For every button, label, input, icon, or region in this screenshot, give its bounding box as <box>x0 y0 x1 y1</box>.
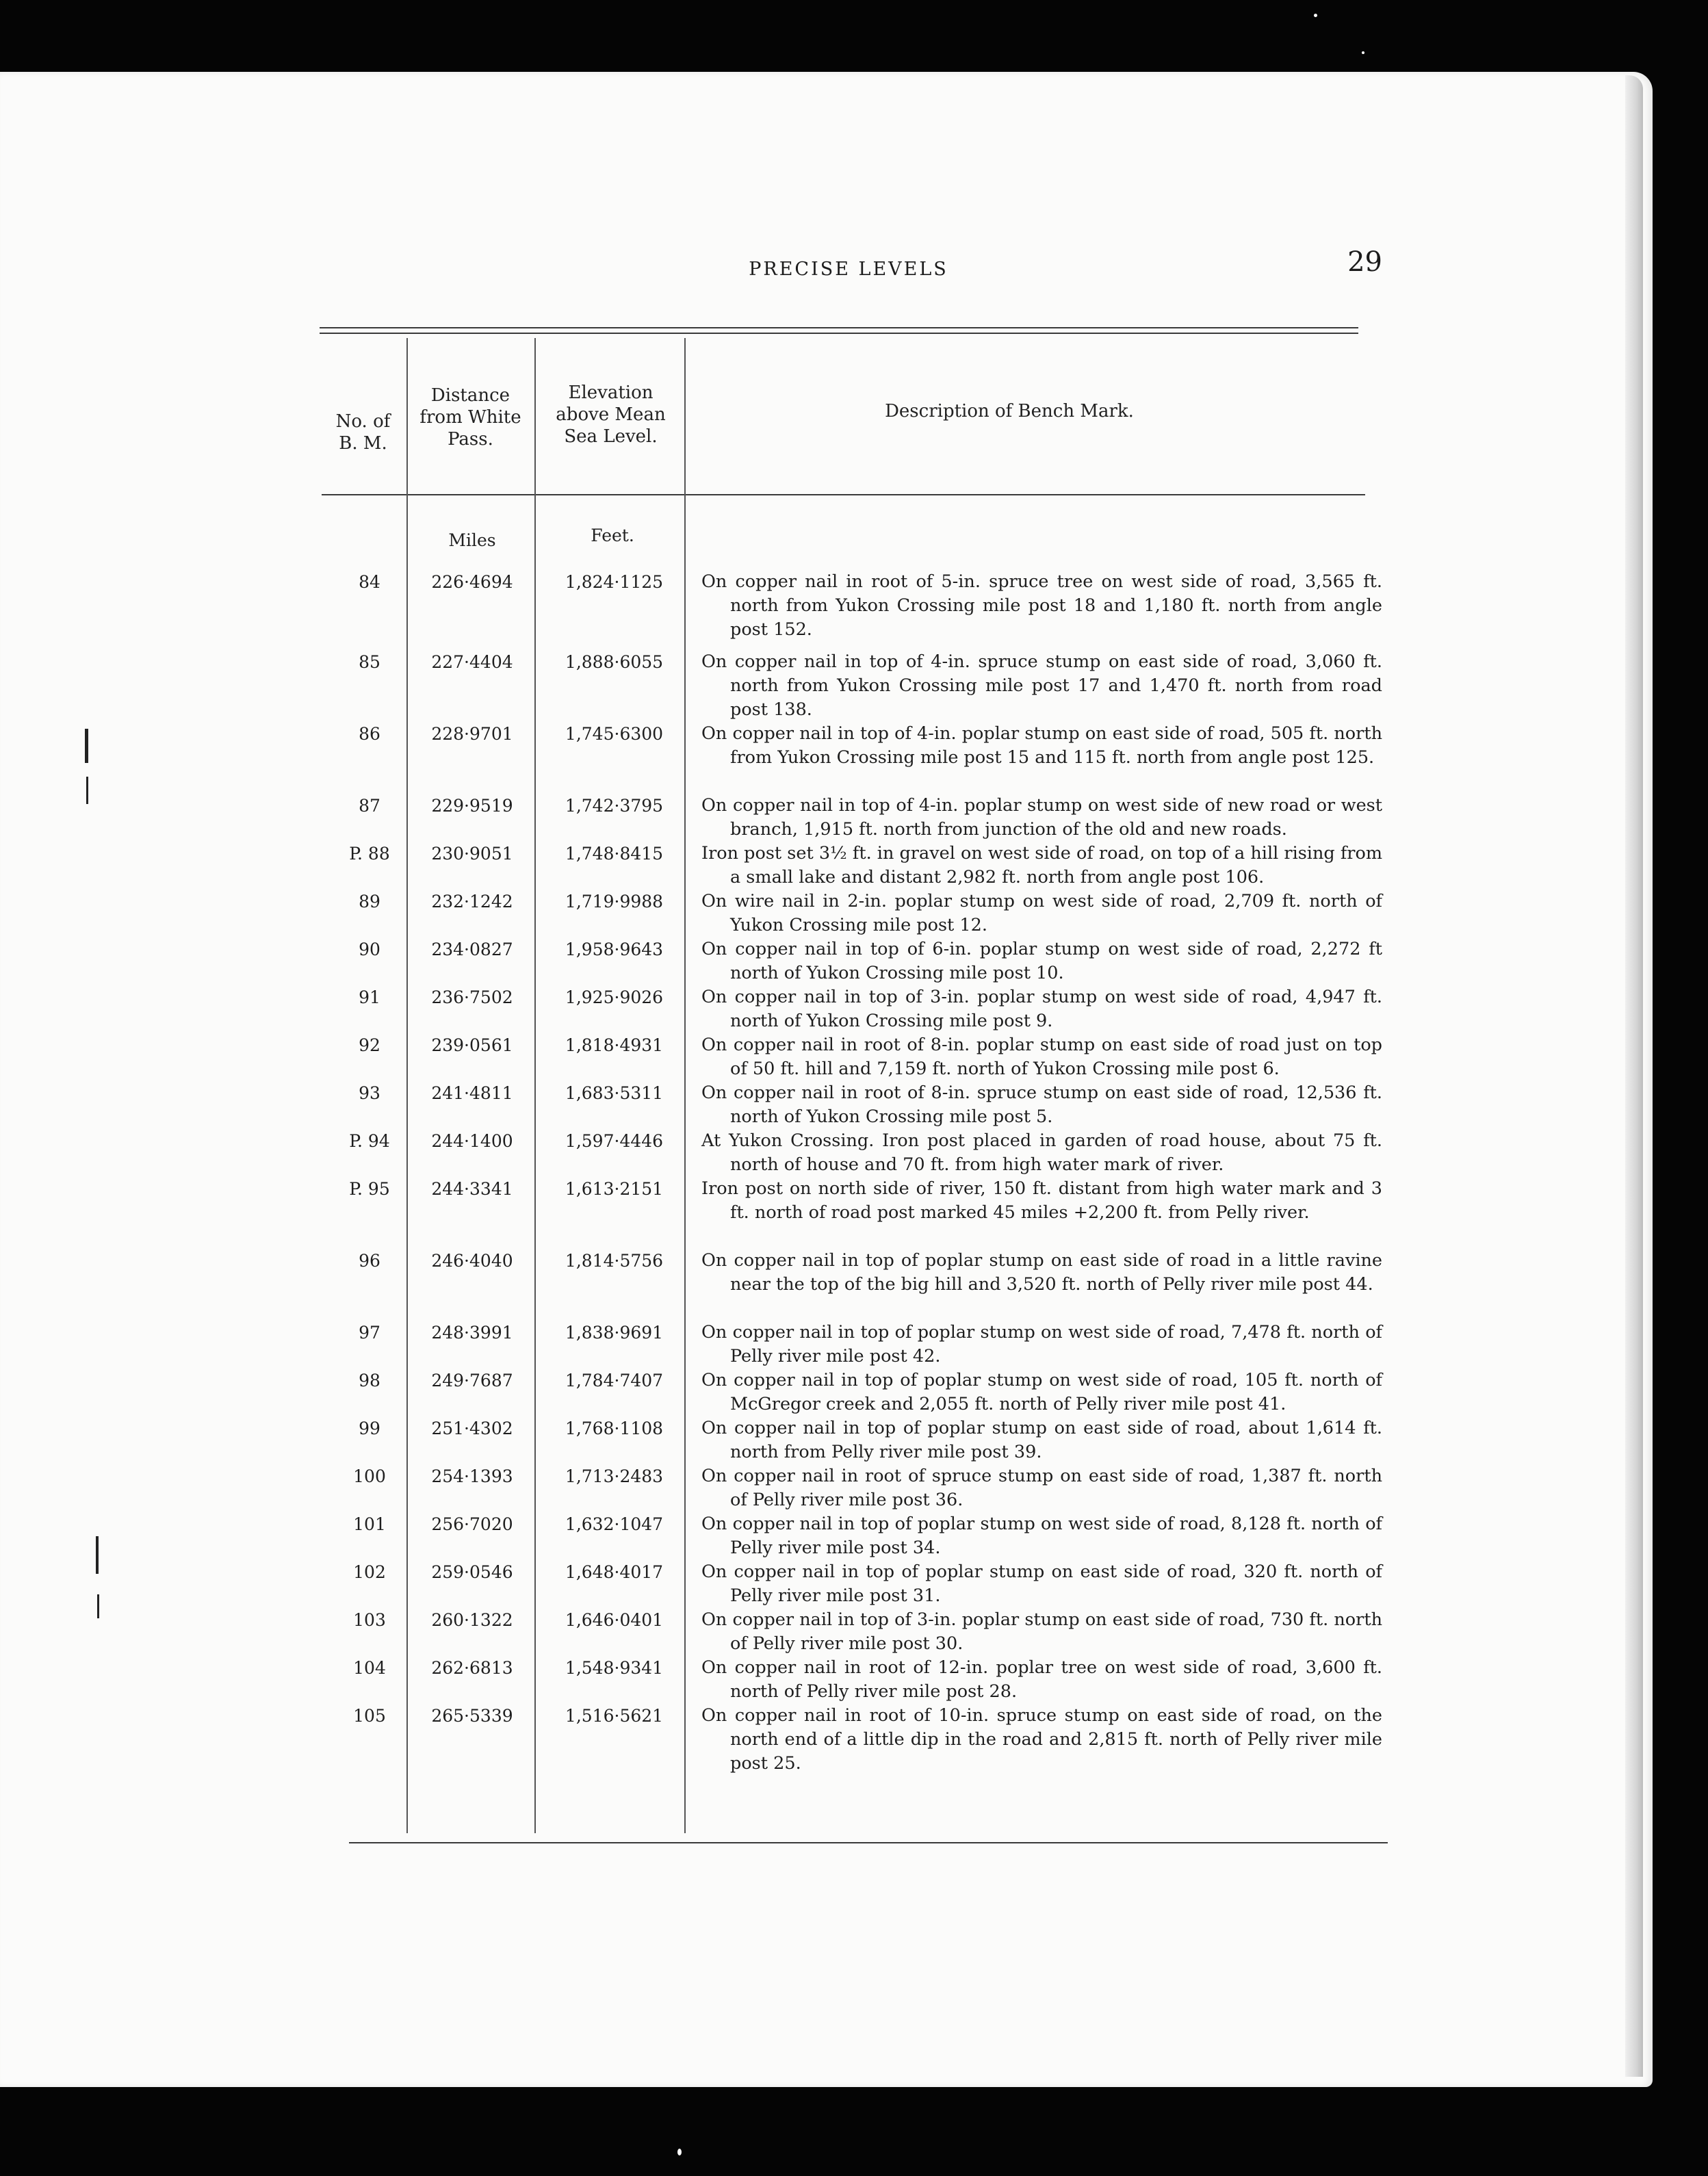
bench-mark-description: On copper nail in top of 4-in. poplar stump on west side of new road or west branch, 1,915 ft. north from junction of the old and new roads. <box>701 795 1382 840</box>
elevation-feet: 1,768·1108 <box>565 1419 664 1438</box>
bench-mark-description: On copper nail in root of 8-in. spruce stump on east side of road, 12,536 ft. north of Yukon Crossing mile post 5. <box>701 1083 1382 1127</box>
elevation-feet: 1,958·9643 <box>565 940 664 959</box>
elevation-feet: 1,824·1125 <box>565 572 664 592</box>
distance-miles: 234·0827 <box>431 940 513 959</box>
elevation-feet: 1,632·1047 <box>565 1514 664 1534</box>
elevation-feet: 1,683·5311 <box>565 1083 664 1103</box>
binding-mark <box>96 1536 99 1574</box>
distance-miles: 244·1400 <box>431 1131 513 1151</box>
binding-mark <box>97 1594 99 1618</box>
bench-mark-description: On copper nail in top of 3-in. poplar stump on east side of road, 730 ft. north of Pelly river mile post 30. <box>701 1609 1382 1654</box>
bench-mark-description: On copper nail in root of 12-in. poplar tree on west side of road, 3,600 ft. north of Pelly river mile post 28. <box>701 1657 1382 1702</box>
table-bottom-rule <box>349 1842 1388 1843</box>
bench-mark-description: On copper nail in top of 6-in. poplar stump on west side of road, 2,272 ft north of Yukon Crossing mile post 10. <box>701 939 1382 983</box>
distance-miles: 226·4694 <box>431 572 513 592</box>
elevation-feet: 1,516·5621 <box>565 1706 664 1726</box>
distance-miles: 260·1322 <box>431 1610 513 1630</box>
bench-mark-description: On copper nail in top of poplar stump on east side of road, 320 ft. north of Pelly river mile post 31. <box>701 1562 1382 1606</box>
bench-mark-number: P. 88 <box>349 844 390 864</box>
distance-miles: 236·7502 <box>431 987 513 1007</box>
bench-mark-number: 84 <box>359 572 380 592</box>
column-header-elevation: Elevation above Mean Sea Level. <box>556 383 666 447</box>
bench-mark-description: On copper nail in root of 5-in. spruce tree on west side of road, 3,565 ft. north from Yukon Crossing mile post 18 and 1,180 ft. north from angle post 152. <box>701 571 1382 640</box>
elevation-feet: 1,713·2483 <box>565 1466 664 1486</box>
bench-mark-description: Iron post set 3½ ft. in gravel on west side of road, on top of a hill rising from a small lake and distant 2,982 ft. north from angle post 106. <box>701 843 1382 888</box>
elevation-feet: 1,648·4017 <box>565 1562 664 1582</box>
bench-mark-number: 100 <box>353 1466 386 1486</box>
bench-mark-number: 105 <box>353 1706 386 1726</box>
distance-miles: 246·4040 <box>431 1251 513 1271</box>
distance-miles: 251·4302 <box>431 1419 513 1438</box>
bench-mark-number: 89 <box>359 892 380 911</box>
table-top-rule <box>320 333 1358 334</box>
elevation-feet: 1,748·8415 <box>565 844 664 864</box>
running-head: PRECISE LEVELS <box>749 259 948 280</box>
elevation-feet: 1,925·9026 <box>565 987 664 1007</box>
bench-mark-description: On copper nail in top of poplar stump on east side of road, about 1,614 ft. north from Pelly river mile post 39. <box>701 1418 1382 1462</box>
bench-mark-description: On copper nail in root of spruce stump on east side of road, 1,387 ft. north of Pelly river mile post 36. <box>701 1466 1382 1510</box>
bench-mark-description: On copper nail in top of 4-in. spruce stump on east side of road, 3,060 ft. north from Yukon Crossing mile post 17 and 1,470 ft. north from road post 138. <box>701 651 1382 720</box>
bench-mark-number: 91 <box>359 987 380 1007</box>
scan-speck <box>1314 14 1317 17</box>
distance-miles: 254·1393 <box>431 1466 513 1486</box>
distance-miles: 256·7020 <box>431 1514 513 1534</box>
bench-mark-description: On wire nail in 2-in. poplar stump on west side of road, 2,709 ft. north of Yukon Crossing mile post 12. <box>701 891 1382 935</box>
bench-mark-number: 92 <box>359 1035 380 1055</box>
elevation-feet: 1,838·9691 <box>565 1323 664 1343</box>
bench-mark-number: 101 <box>353 1514 386 1534</box>
distance-miles: 228·9701 <box>431 724 513 744</box>
bench-mark-description: On copper nail in top of 3-in. poplar stump on west side of road, 4,947 ft. north of Yukon Crossing mile post 9. <box>701 987 1382 1031</box>
elevation-feet: 1,742·3795 <box>565 796 664 816</box>
bench-mark-number: 96 <box>359 1251 380 1271</box>
bench-mark-number: 86 <box>359 724 380 744</box>
bench-mark-description: At Yukon Crossing. Iron post placed in garden of road house, about 75 ft. north of house and 70 ft. from high water mark of river. <box>701 1130 1382 1175</box>
elevation-feet: 1,719·9988 <box>565 892 664 911</box>
distance-miles: 262·6813 <box>431 1658 513 1678</box>
bench-mark-number: 87 <box>359 796 380 816</box>
page-number: 29 <box>1347 246 1382 278</box>
bench-mark-description: On copper nail in root of 8-in. poplar stump on east side of road just on top of 50 ft. hill and 7,159 ft. north of Yukon Crossing mile post 6. <box>701 1035 1382 1079</box>
distance-miles: 241·4811 <box>431 1083 513 1103</box>
column-header-description: Description of Bench Mark. <box>885 401 1134 422</box>
bench-mark-number: 98 <box>359 1371 380 1390</box>
distance-miles: 248·3991 <box>431 1323 513 1343</box>
bench-mark-description: On copper nail in top of 4-in. poplar stump on east side of road, 505 ft. north from Yukon Crossing mile post 15 and 115 ft. north from angle post 125. <box>701 723 1382 768</box>
distance-miles: 239·0561 <box>431 1035 513 1055</box>
scan-speck <box>1362 51 1364 54</box>
bench-mark-number: 103 <box>353 1610 386 1630</box>
page-edge <box>1625 75 1643 2077</box>
table-top-rule <box>320 327 1358 328</box>
distance-miles: 227·4404 <box>431 652 513 672</box>
bench-mark-description: On copper nail in top of poplar stump on east side of road in a little ravine near the top of the big hill and 3,520 ft. north of Pelly river mile post 44. <box>701 1250 1382 1295</box>
elevation-feet: 1,597·4446 <box>565 1131 664 1151</box>
bench-mark-number: 85 <box>359 652 380 672</box>
elevation-feet: 1,784·7407 <box>565 1371 664 1390</box>
column-divider <box>534 338 536 1833</box>
unit-label-distance: Miles <box>448 530 496 550</box>
elevation-feet: 1,548·9341 <box>565 1658 664 1678</box>
column-header-no: No. of B. M. <box>335 411 391 454</box>
bench-mark-number: 90 <box>359 940 380 959</box>
distance-miles: 249·7687 <box>431 1371 513 1390</box>
bench-mark-description: On copper nail in top of poplar stump on west side of road, 105 ft. north of McGregor creek and 2,055 ft. north of Pelly river mile post 41. <box>701 1370 1382 1414</box>
distance-miles: 230·9051 <box>431 844 513 864</box>
bench-mark-number: 99 <box>359 1419 380 1438</box>
elevation-feet: 1,818·4931 <box>565 1035 664 1055</box>
bench-mark-number: P. 95 <box>349 1179 390 1199</box>
distance-miles: 229·9519 <box>431 796 513 816</box>
bench-mark-number: 102 <box>353 1562 386 1582</box>
bench-mark-description: Iron post on north side of river, 150 ft. distant from high water mark and 3 ft. north of road post marked 45 miles +2,200 ft. from Pelly river. <box>701 1178 1382 1223</box>
distance-miles: 265·5339 <box>431 1706 513 1726</box>
bench-mark-number: 97 <box>359 1323 380 1343</box>
header-bottom-rule <box>322 494 1365 495</box>
binding-mark <box>85 729 88 763</box>
bench-mark-number: 104 <box>353 1658 386 1678</box>
elevation-feet: 1,745·6300 <box>565 724 664 744</box>
bench-mark-description: On copper nail in top of poplar stump on west side of road, 8,128 ft. north of Pelly river mile post 34. <box>701 1514 1382 1558</box>
scan-speck <box>677 2149 682 2155</box>
distance-miles: 244·3341 <box>431 1179 513 1199</box>
elevation-feet: 1,814·5756 <box>565 1251 664 1271</box>
distance-miles: 259·0546 <box>431 1562 513 1582</box>
bench-mark-number: P. 94 <box>349 1131 390 1151</box>
bench-mark-number: 93 <box>359 1083 380 1103</box>
distance-miles: 232·1242 <box>431 892 513 911</box>
bench-mark-description: On copper nail in root of 10-in. spruce stump on east side of road, on the north end of a little dip in the road and 2,815 ft. north of Pelly river mile post 25. <box>701 1705 1382 1774</box>
elevation-feet: 1,646·0401 <box>565 1610 664 1630</box>
unit-label-elevation: Feet. <box>591 526 634 545</box>
binding-mark <box>86 777 88 804</box>
column-header-distance: Distance from White Pass. <box>419 385 521 450</box>
elevation-feet: 1,613·2151 <box>565 1179 664 1199</box>
elevation-feet: 1,888·6055 <box>565 652 664 672</box>
bench-mark-description: On copper nail in top of poplar stump on west side of road, 7,478 ft. north of Pelly river mile post 42. <box>701 1322 1382 1367</box>
